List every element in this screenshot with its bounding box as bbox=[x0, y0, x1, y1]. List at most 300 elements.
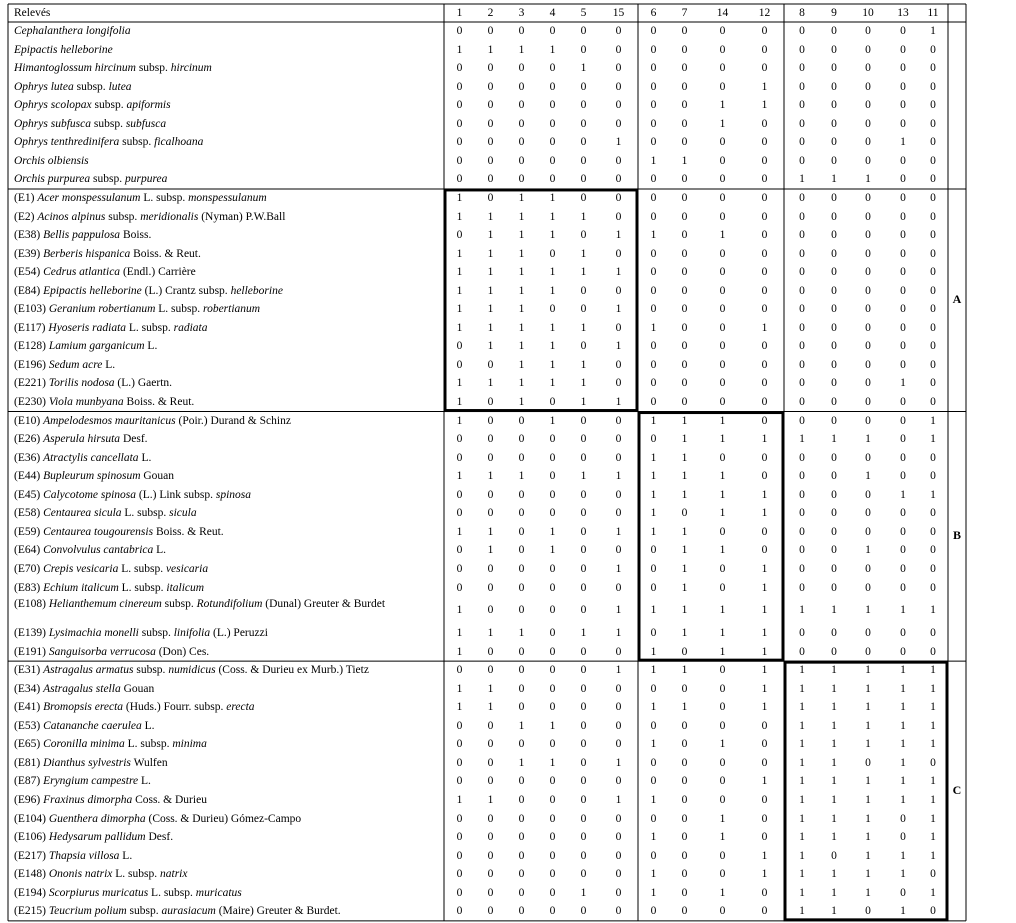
presence-value: 1 bbox=[549, 377, 556, 390]
presence-value: 0 bbox=[900, 117, 906, 130]
presence-value: 0 bbox=[930, 396, 936, 408]
presence-value: 0 bbox=[650, 396, 657, 408]
presence-value: 0 bbox=[865, 396, 871, 408]
presence-value: 0 bbox=[615, 191, 622, 204]
taxon-name: Astragalus stella bbox=[43, 682, 121, 695]
species-label bbox=[14, 831, 442, 844]
presence-value: 0 bbox=[831, 451, 837, 464]
presence-value: 0 bbox=[799, 210, 805, 223]
taxon-authority: L. bbox=[119, 849, 133, 862]
presence-value: 1 bbox=[930, 701, 936, 714]
presence-value: 0 bbox=[761, 905, 768, 918]
presence-value: 0 bbox=[900, 62, 906, 75]
presence-value: 0 bbox=[549, 396, 556, 408]
presence-value: 0 bbox=[580, 525, 587, 538]
presence-value: 1 bbox=[549, 544, 556, 557]
presence-value: 0 bbox=[865, 117, 871, 130]
presence-value: 0 bbox=[650, 812, 657, 825]
presence-value: 0 bbox=[456, 738, 463, 751]
presence-value: 0 bbox=[615, 581, 622, 594]
taxon-authority: L. bbox=[102, 358, 116, 371]
presence-value: 1 bbox=[518, 229, 525, 242]
presence-value: 0 bbox=[799, 229, 805, 242]
presence-value: 0 bbox=[761, 266, 768, 279]
presence-value: 1 bbox=[487, 682, 494, 695]
species-label bbox=[14, 248, 442, 261]
presence-value: 0 bbox=[761, 396, 768, 408]
taxon-name: Acer monspessulanum bbox=[37, 191, 141, 204]
presence-value: 1 bbox=[900, 488, 906, 501]
presence-value: 1 bbox=[831, 812, 837, 825]
species-label bbox=[14, 738, 442, 751]
presence-value: 1 bbox=[549, 414, 556, 427]
presence-value: 0 bbox=[615, 43, 622, 56]
presence-value: 1 bbox=[900, 664, 906, 677]
taxon-authority: (E34) bbox=[14, 682, 44, 695]
presence-value: 1 bbox=[456, 247, 463, 260]
presence-value: 1 bbox=[518, 358, 525, 371]
presence-value: 0 bbox=[487, 868, 494, 881]
taxon-name: Calycotome spinosa bbox=[43, 488, 137, 501]
presence-value: 1 bbox=[615, 470, 622, 483]
presence-value: 0 bbox=[831, 99, 837, 112]
presence-value: 0 bbox=[615, 154, 622, 167]
taxon-name: subfusca bbox=[125, 117, 167, 130]
presence-value: 0 bbox=[650, 581, 657, 594]
presence-value: 0 bbox=[518, 664, 525, 677]
presence-value: 0 bbox=[865, 562, 871, 575]
presence-value: 1 bbox=[930, 719, 936, 732]
taxon-authority: (Coss. & Durieu) Gómez-Campo bbox=[145, 812, 302, 825]
presence-value: 1 bbox=[930, 831, 936, 844]
species-label bbox=[14, 44, 442, 57]
presence-value: 0 bbox=[681, 43, 688, 56]
presence-value: 0 bbox=[456, 62, 463, 75]
presence-value: 1 bbox=[549, 340, 556, 353]
presence-value: 1 bbox=[518, 210, 525, 223]
presence-value: 0 bbox=[799, 396, 805, 408]
presence-value: 0 bbox=[865, 284, 871, 297]
presence-value: 0 bbox=[615, 682, 622, 695]
presence-value: 0 bbox=[518, 831, 525, 844]
presence-value: 0 bbox=[456, 544, 463, 557]
presence-value: 0 bbox=[487, 849, 494, 862]
species-label bbox=[14, 757, 442, 770]
taxon-name: radiata bbox=[173, 321, 208, 334]
presence-value: 1 bbox=[719, 627, 726, 640]
presence-value: 0 bbox=[615, 738, 622, 751]
species-label bbox=[14, 646, 442, 659]
presence-value: 0 bbox=[831, 525, 837, 538]
presence-value: 1 bbox=[900, 136, 906, 149]
presence-value: 0 bbox=[761, 451, 768, 464]
taxon-authority: Coss. & Durieu bbox=[132, 794, 207, 806]
presence-value: 0 bbox=[831, 25, 837, 37]
presence-value: 0 bbox=[799, 321, 805, 334]
presence-value: 1 bbox=[580, 358, 587, 371]
presence-value: 0 bbox=[799, 99, 805, 112]
taxon-name: Hedysarum pallidum bbox=[48, 831, 146, 844]
presence-value: 0 bbox=[580, 604, 587, 617]
presence-value: 0 bbox=[799, 136, 805, 149]
taxon-authority: (Endl.) Carrière bbox=[120, 266, 196, 279]
presence-value: 1 bbox=[518, 340, 525, 353]
presence-value: 0 bbox=[799, 507, 805, 520]
presence-value: 0 bbox=[799, 544, 805, 557]
presence-value: 0 bbox=[930, 210, 936, 223]
presence-value: 1 bbox=[615, 266, 622, 279]
presence-value: 0 bbox=[487, 645, 494, 658]
presence-value: 0 bbox=[900, 414, 906, 427]
presence-value: 0 bbox=[930, 321, 936, 334]
presence-value: 0 bbox=[615, 544, 622, 557]
presence-value: 1 bbox=[831, 868, 837, 881]
presence-value: 1 bbox=[487, 247, 494, 260]
presence-value: 1 bbox=[681, 154, 688, 167]
presence-value: 0 bbox=[549, 247, 556, 260]
presence-value: 0 bbox=[719, 62, 726, 75]
presence-value: 1 bbox=[650, 645, 657, 658]
taxon-authority: (E1) bbox=[14, 191, 38, 204]
presence-value: 0 bbox=[865, 340, 871, 353]
presence-value: 0 bbox=[518, 581, 525, 594]
presence-value: 1 bbox=[719, 886, 726, 899]
presence-value: 0 bbox=[799, 117, 805, 130]
header-column-number: 11 bbox=[927, 7, 939, 19]
presence-value: 0 bbox=[930, 303, 936, 316]
presence-value: 1 bbox=[487, 794, 494, 806]
presence-value: 1 bbox=[681, 604, 688, 617]
presence-value: 0 bbox=[615, 488, 622, 501]
presence-value: 0 bbox=[799, 451, 805, 464]
species-label bbox=[14, 850, 442, 863]
presence-value: 0 bbox=[615, 831, 622, 844]
presence-value: 0 bbox=[650, 117, 657, 130]
presence-value: 1 bbox=[549, 191, 556, 204]
presence-value: 0 bbox=[518, 886, 525, 899]
presence-value: 0 bbox=[681, 229, 688, 242]
presence-value: 0 bbox=[518, 173, 525, 186]
presence-value: 0 bbox=[831, 645, 837, 658]
taxon-name: Sedum acre bbox=[48, 358, 103, 371]
presence-value: 1 bbox=[681, 581, 688, 594]
presence-value: 0 bbox=[799, 414, 805, 427]
presence-value: 0 bbox=[580, 154, 587, 167]
taxon-name: spinosa bbox=[215, 488, 252, 501]
presence-value: 1 bbox=[549, 321, 556, 334]
taxon-name: hircinum bbox=[170, 62, 212, 75]
species-label bbox=[14, 701, 442, 714]
taxon-authority: Gouan bbox=[140, 470, 175, 483]
presence-value: 1 bbox=[681, 470, 688, 483]
presence-value: 1 bbox=[930, 738, 936, 751]
presence-value: 1 bbox=[549, 229, 556, 242]
presence-value: 1 bbox=[719, 507, 726, 520]
species-label bbox=[14, 544, 442, 557]
presence-value: 1 bbox=[518, 719, 525, 732]
presence-value: 1 bbox=[865, 738, 871, 751]
presence-value: 1 bbox=[456, 604, 463, 617]
presence-value: 0 bbox=[487, 604, 494, 617]
presence-value: 1 bbox=[900, 775, 906, 788]
taxon-authority: Desf. bbox=[145, 831, 174, 844]
presence-value: 0 bbox=[549, 154, 556, 167]
presence-value: 0 bbox=[487, 25, 494, 37]
presence-value: 0 bbox=[799, 470, 805, 483]
presence-value: 0 bbox=[549, 117, 556, 130]
presence-value: 1 bbox=[799, 794, 805, 806]
presence-value: 0 bbox=[580, 117, 587, 130]
presence-value: 0 bbox=[761, 525, 768, 538]
presence-value: 1 bbox=[831, 719, 837, 732]
presence-value: 0 bbox=[518, 544, 525, 557]
presence-value: 0 bbox=[650, 43, 657, 56]
presence-value: 0 bbox=[580, 488, 587, 501]
presence-value: 1 bbox=[930, 433, 936, 446]
presence-value: 0 bbox=[681, 794, 688, 806]
presence-value: 1 bbox=[865, 849, 871, 862]
presence-value: 1 bbox=[580, 210, 587, 223]
group-label: C bbox=[952, 783, 962, 797]
taxon-name: Ampelodesmos mauritanicus bbox=[43, 414, 176, 427]
presence-value: 0 bbox=[719, 562, 726, 575]
releves-table bbox=[8, 4, 966, 916]
presence-value: 1 bbox=[900, 377, 906, 390]
taxon-authority: Wulfen bbox=[130, 756, 168, 769]
species-label bbox=[14, 433, 442, 446]
presence-value: 0 bbox=[719, 719, 726, 732]
presence-value: 0 bbox=[518, 525, 525, 538]
presence-value: 1 bbox=[650, 507, 657, 520]
presence-value: 0 bbox=[681, 738, 688, 751]
presence-value: 0 bbox=[865, 377, 871, 390]
presence-value: 1 bbox=[831, 682, 837, 695]
presence-value: 0 bbox=[615, 377, 622, 390]
presence-value: 0 bbox=[900, 303, 906, 316]
presence-value: 0 bbox=[930, 756, 936, 769]
presence-value: 0 bbox=[799, 525, 805, 538]
presence-value: 1 bbox=[865, 470, 871, 483]
taxon-name: Lamium garganicum bbox=[48, 340, 145, 353]
presence-value: 0 bbox=[900, 284, 906, 297]
presence-value: 1 bbox=[831, 794, 837, 806]
presence-value: 1 bbox=[615, 756, 622, 769]
presence-value: 1 bbox=[615, 664, 622, 677]
presence-value: 0 bbox=[719, 247, 726, 260]
presence-value: 0 bbox=[650, 544, 657, 557]
presence-value: 0 bbox=[580, 812, 587, 825]
presence-value: 0 bbox=[580, 507, 587, 520]
presence-value: 0 bbox=[549, 99, 556, 112]
presence-value: 1 bbox=[650, 451, 657, 464]
presence-value: 1 bbox=[831, 905, 837, 918]
presence-value: 0 bbox=[719, 664, 726, 677]
presence-value: 0 bbox=[865, 266, 871, 279]
species-label bbox=[14, 359, 442, 372]
presence-value: 0 bbox=[549, 775, 556, 788]
presence-value: 1 bbox=[865, 868, 871, 881]
presence-value: 0 bbox=[456, 831, 463, 844]
presence-value: 1 bbox=[650, 886, 657, 899]
presence-value: 0 bbox=[761, 247, 768, 260]
presence-value: 0 bbox=[580, 340, 587, 353]
taxon-name: Cephalanthera longifolia bbox=[14, 25, 131, 37]
presence-value: 1 bbox=[456, 701, 463, 714]
presence-value: 0 bbox=[487, 886, 494, 899]
presence-value: 1 bbox=[456, 303, 463, 316]
taxon-authority: (L.) Gaertn. bbox=[114, 377, 173, 390]
presence-value: 0 bbox=[580, 719, 587, 732]
presence-value: 0 bbox=[456, 229, 463, 242]
presence-value: 0 bbox=[930, 868, 936, 881]
species-label bbox=[14, 303, 442, 316]
presence-value: 1 bbox=[650, 154, 657, 167]
presence-value: 0 bbox=[487, 831, 494, 844]
presence-value: 1 bbox=[615, 525, 622, 538]
presence-value: 1 bbox=[681, 451, 688, 464]
presence-value: 0 bbox=[930, 284, 936, 297]
presence-value: 1 bbox=[650, 470, 657, 483]
taxon-name: aurasiacum bbox=[161, 905, 216, 918]
species-label bbox=[14, 563, 442, 576]
presence-value: 1 bbox=[799, 701, 805, 714]
taxon-name: meridionalis bbox=[140, 210, 199, 223]
presence-value: 0 bbox=[930, 173, 936, 186]
taxon-name: Epipactis helleborine bbox=[14, 43, 113, 56]
presence-value: 1 bbox=[681, 562, 688, 575]
species-label bbox=[14, 452, 442, 465]
taxon-name: erecta bbox=[226, 701, 255, 714]
presence-value: 0 bbox=[549, 562, 556, 575]
presence-value: 0 bbox=[650, 210, 657, 223]
presence-value: 0 bbox=[580, 905, 587, 918]
presence-value: 0 bbox=[681, 358, 688, 371]
taxon-name: Fraxinus dimorpha bbox=[43, 794, 133, 806]
taxon-authority: (Nyman) P.W.Ball bbox=[198, 210, 286, 223]
presence-value: 0 bbox=[761, 831, 768, 844]
presence-value: 1 bbox=[650, 868, 657, 881]
taxon-authority: (Coss. & Durieu ex Murb.) Tietz bbox=[215, 664, 369, 677]
taxon-name: Torilis nodosa bbox=[48, 377, 115, 390]
taxon-name: Catananche caerulea bbox=[43, 719, 142, 732]
taxon-authority: (E87) bbox=[14, 775, 44, 788]
presence-value: 1 bbox=[831, 604, 837, 617]
taxon-authority: subsp. bbox=[138, 627, 174, 640]
taxon-authority: (Dunal) Greuter & Burdet bbox=[262, 598, 386, 611]
presence-value: 1 bbox=[487, 229, 494, 242]
presence-value: 1 bbox=[456, 525, 463, 538]
presence-value: 0 bbox=[865, 80, 871, 93]
presence-value: 0 bbox=[615, 284, 622, 297]
presence-value: 0 bbox=[900, 25, 906, 37]
presence-value: 0 bbox=[650, 719, 657, 732]
header-column-number: 1 bbox=[456, 7, 463, 19]
presence-value: 0 bbox=[518, 682, 525, 695]
taxon-authority: L. bbox=[138, 775, 151, 788]
presence-value: 0 bbox=[865, 303, 871, 316]
presence-value: 0 bbox=[930, 154, 936, 167]
presence-value: 0 bbox=[549, 831, 556, 844]
species-label bbox=[14, 229, 442, 242]
presence-value: 0 bbox=[615, 25, 622, 37]
presence-value: 1 bbox=[930, 664, 936, 677]
presence-value: 0 bbox=[900, 886, 906, 899]
presence-value: 0 bbox=[831, 191, 837, 204]
presence-value: 0 bbox=[900, 210, 906, 223]
species-label bbox=[14, 905, 442, 918]
presence-value: 1 bbox=[900, 794, 906, 806]
taxon-authority: subsp. bbox=[119, 136, 155, 149]
taxon-authority: (Huds.) Fourr. subsp. bbox=[123, 701, 227, 714]
taxon-authority: L. subsp. bbox=[140, 191, 189, 204]
taxon-authority: Desf. bbox=[120, 433, 148, 446]
taxon-authority: Boiss. bbox=[120, 229, 152, 242]
taxon-authority: L. bbox=[153, 544, 167, 557]
presence-value: 0 bbox=[615, 905, 622, 918]
presence-value: 0 bbox=[615, 173, 622, 186]
presence-value: 1 bbox=[549, 266, 556, 279]
presence-value: 0 bbox=[615, 886, 622, 899]
presence-value: 0 bbox=[719, 80, 726, 93]
presence-value: 1 bbox=[865, 775, 871, 788]
taxon-authority: (E10) bbox=[14, 414, 44, 427]
presence-value: 0 bbox=[456, 775, 463, 788]
taxon-name: Bupleurum spinosum bbox=[43, 470, 141, 483]
presence-value: 1 bbox=[650, 794, 657, 806]
presence-value: 1 bbox=[615, 627, 622, 640]
presence-value: 0 bbox=[549, 868, 556, 881]
species-label bbox=[14, 81, 442, 94]
presence-value: 0 bbox=[799, 266, 805, 279]
presence-value: 0 bbox=[456, 868, 463, 881]
presence-value: 0 bbox=[615, 210, 622, 223]
presence-value: 1 bbox=[799, 604, 805, 617]
presence-value: 0 bbox=[900, 433, 906, 446]
presence-value: 0 bbox=[799, 80, 805, 93]
taxon-name: Rotundifolium bbox=[196, 598, 263, 611]
presence-value: 0 bbox=[549, 664, 556, 677]
presence-value: 1 bbox=[761, 775, 768, 788]
presence-value: 0 bbox=[799, 43, 805, 56]
presence-value: 0 bbox=[930, 358, 936, 371]
presence-value: 1 bbox=[799, 664, 805, 677]
taxon-name: Geranium robertianum bbox=[48, 303, 156, 316]
presence-value: 0 bbox=[580, 191, 587, 204]
presence-value: 1 bbox=[650, 414, 657, 427]
presence-value: 0 bbox=[930, 470, 936, 483]
presence-value: 1 bbox=[719, 99, 726, 112]
presence-value: 0 bbox=[650, 433, 657, 446]
taxon-authority: (E139) bbox=[14, 627, 49, 640]
presence-value: 0 bbox=[456, 905, 463, 918]
presence-value: 0 bbox=[900, 247, 906, 260]
presence-value: 0 bbox=[900, 358, 906, 371]
presence-value: 0 bbox=[615, 719, 622, 732]
presence-value: 0 bbox=[900, 191, 906, 204]
presence-value: 1 bbox=[456, 794, 463, 806]
presence-value: 1 bbox=[580, 470, 587, 483]
presence-value: 1 bbox=[518, 266, 525, 279]
presence-value: 0 bbox=[518, 645, 525, 658]
taxon-authority: L. bbox=[144, 340, 158, 353]
presence-value: 0 bbox=[580, 868, 587, 881]
presence-value: 0 bbox=[799, 581, 805, 594]
taxon-name: minima bbox=[172, 738, 207, 751]
presence-value: 0 bbox=[650, 25, 657, 37]
presence-value: 0 bbox=[865, 488, 871, 501]
taxon-authority: (E31) bbox=[14, 664, 44, 677]
species-label bbox=[14, 887, 442, 900]
